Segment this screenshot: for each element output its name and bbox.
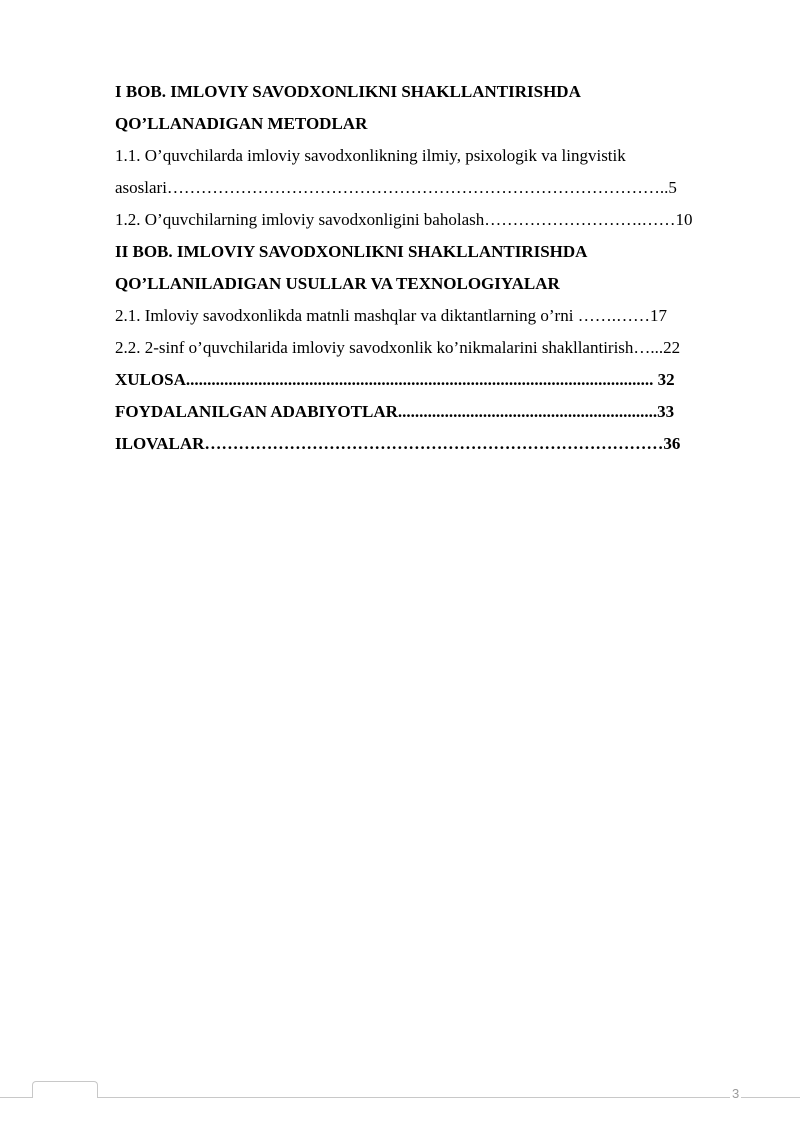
table-of-contents [115, 76, 745, 460]
toc-section-2-1: 2.1. Imloviy savodxonlikda matnli mashqlar va diktantlarning o’rni …….……17 [115, 306, 667, 325]
toc-section-1-1-line-2: asoslari……………………………………………………………………………..5 [115, 178, 677, 197]
footer-divider [0, 1097, 800, 1098]
toc-chapter-1-title-line-2: QO’LLANADIGAN METODLAR [115, 114, 368, 133]
toc-section-1-1-line-1: 1.1. O’quvchilarda imloviy savodxonlikning ilmiy, psixologik va lingvistik [115, 146, 626, 165]
toc-section-2-2: 2.2. 2-sinf o’quvchilarida imloviy savodxonlik ko’nikmalarini shakllantirish…...22 [115, 338, 681, 357]
footer-tab [32, 1081, 98, 1098]
toc-section-1-2: 1.2. O’quvchilarning imloviy savodxonligini baholash……………………….……10 [115, 210, 693, 229]
toc-appendices: ILOVALAR………………………………………………………………………36 [115, 434, 681, 453]
toc-chapter-2-title-line-1: II BOB. IMLOVIY SAVODXONLIKNI SHAKLLANTIRISHDA [115, 242, 588, 261]
toc-references: FOYDALANILGAN ADABIYOTLAR.............................................................33 [115, 402, 675, 421]
toc-chapter-2-title-line-2: QO’LLANILADIGAN USULLAR VA TEXNOLOGIYALAR [115, 274, 560, 293]
toc-chapter-1-title-line-1: I BOB. IMLOVIY SAVODXONLIKNI SHAKLLANTIRISHDA [115, 82, 581, 101]
page-number: 3 [732, 1086, 740, 1101]
toc-conclusion: XULOSA.............................................................................................................. 32 [115, 370, 675, 389]
